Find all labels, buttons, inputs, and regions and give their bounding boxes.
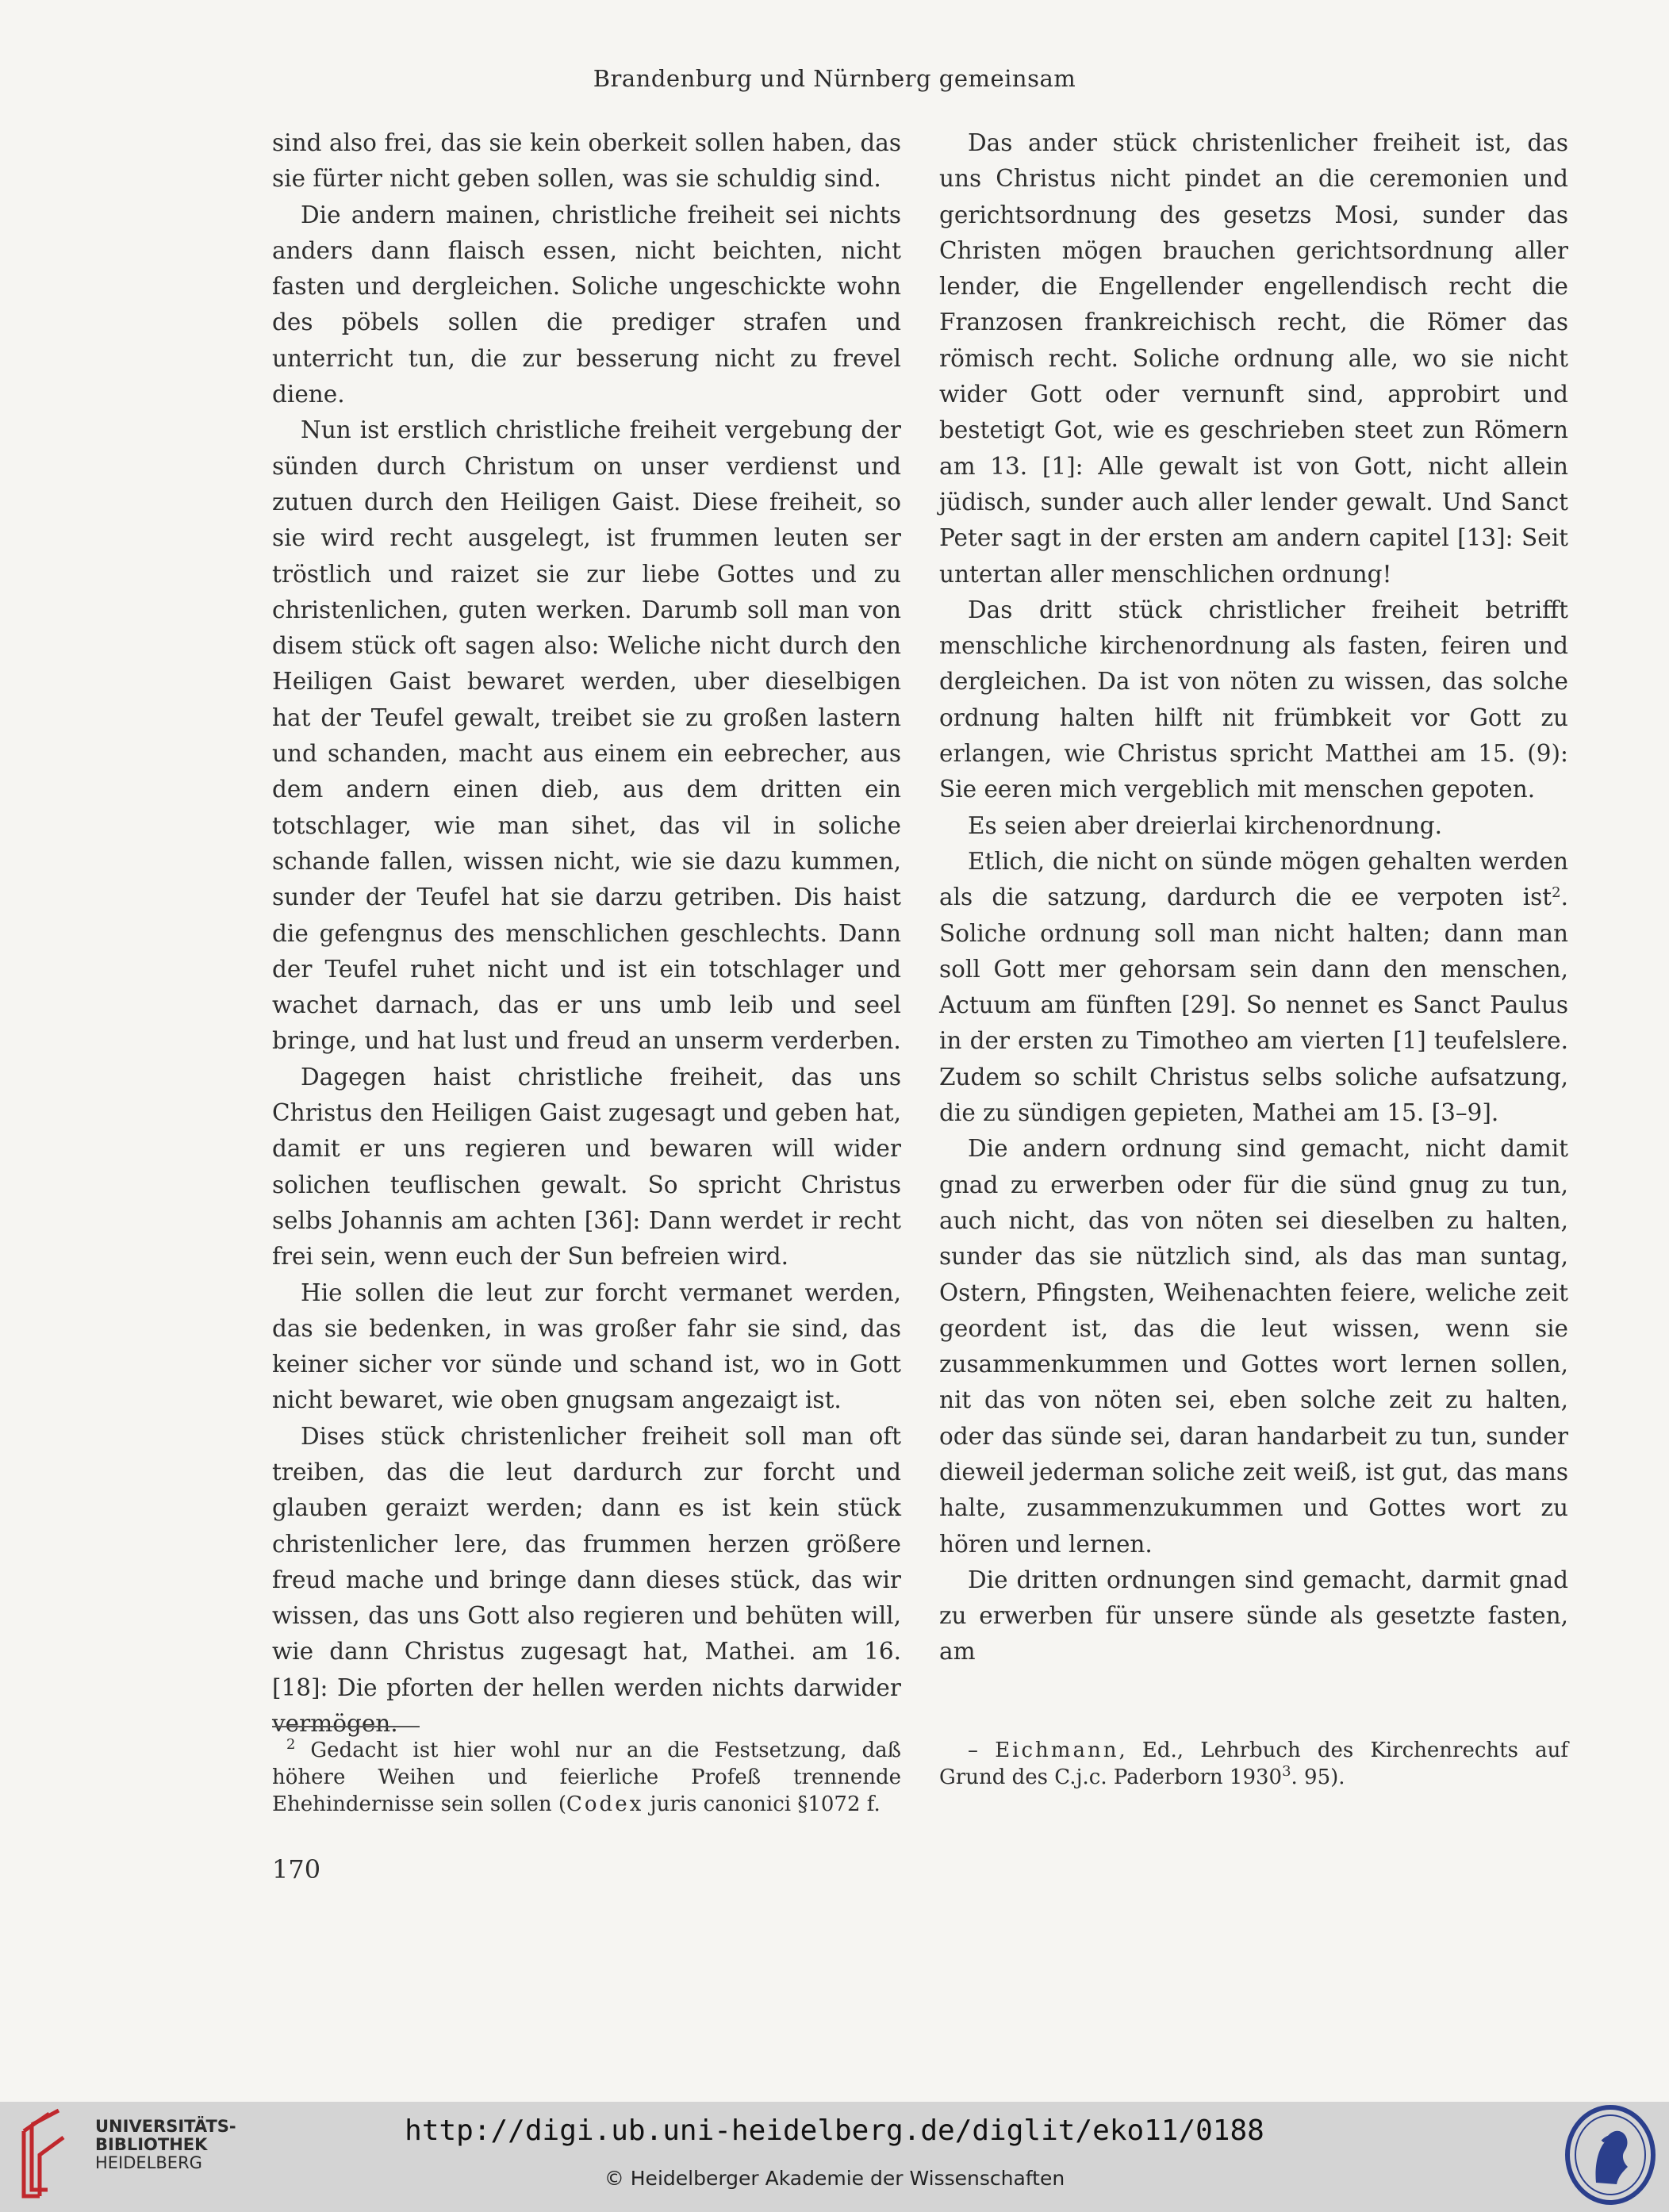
- paragraph: Es seien aber dreierlai kirchenordnung.: [968, 811, 1442, 839]
- paragraph: sind also frei, das sie kein oberkeit sollen haben, das sie fürter nicht geben sollen, was sie schuldig sind.: [272, 129, 901, 193]
- footnote-text: Gedacht ist hier wohl nur an die Festsetzung, daß höhere Weihen und feierliche Profeß trennende Ehehindernisse sein sollen (: [272, 1739, 901, 1816]
- footnote-edition: 3: [1282, 1763, 1291, 1780]
- paragraph: Dagegen haist christliche freiheit, das uns Christus den Heiligen Gaist zugesagt und geben hat, damit er uns regieren und bewaren will wider solichen teuflischen gewalt. So spricht Christus selbs Johannis am achten [36]: Dann werdet ir recht frei sein, wenn euch der Sun befreien wird.: [272, 1063, 901, 1271]
- text-run: . Soliche ordnung soll man nicht halten; dann man soll Gott mer gehorsam sein dann den menschen, Actuum am fünften [29]. So nennet es Sanct Paulus in der ersten zu Timotheo am vierten [1] teufelslere. Zudem so schilt Christus selbs soliche aufsatzung, die zu sündigen gepieten, Mathei am 15. [3–9].: [939, 884, 1568, 1127]
- left-column: [272, 125, 901, 1742]
- text-run: Etlich, die nicht on sünde mögen gehalten werden als die satzung, dardurch die ee verpoten ist: [939, 847, 1568, 911]
- paragraph: Die andern ordnung sind gemacht, nicht damit gnad zu erwerben oder für die sünd gnug zu tun, auch nicht, das von nöten sei dieselben zu halten, sunder das sie nützlich sind, als das man suntag, Ostern, Pfingsten, Weihenachten feiere, weliche zeit geordent ist, das die leut wissen, wenn sie zusammenkummen und Gottes wort lernen sollen, nit das von nöten sei, eben solche zeit zu halten, oder das sünde sei, daran handarbeit zu tun, sunder dieweil jederman soliche zeit weiß, ist gut, das mans halte, zusammenzukummen und Gottes wort zu hören und lernen.: [939, 1135, 1568, 1558]
- uni-line: HEIDELBERG: [95, 2153, 202, 2172]
- footnote-rule: [272, 1726, 420, 1727]
- footnote-codex: Codex: [566, 1792, 644, 1816]
- page-number: 170: [272, 1854, 321, 1884]
- running-title: Brandenburg und Nürnberg gemeinsam: [593, 65, 1076, 92]
- footnote-text: , Ed., Lehrbuch des Kirchenrechts auf Grund des C.j.c. Paderborn 1930: [939, 1739, 1569, 1789]
- footnote-left: [272, 1737, 901, 1818]
- uni-line: UNIVERSITÄTS-: [95, 2117, 236, 2136]
- footnote-dash: –: [968, 1739, 996, 1762]
- permalink-url[interactable]: http://digi.ub.uni-heidelberg.de/diglit/eko11/0188: [405, 2114, 1264, 2147]
- copyright-notice: © Heidelberger Akademie der Wissenschaften: [604, 2167, 1065, 2190]
- right-column: [939, 125, 1568, 1670]
- footnote-author: Eichmann: [995, 1739, 1119, 1762]
- footnote-right: [939, 1737, 1568, 1791]
- paragraph: Dises stück christenlicher freiheit soll man oft treiben, das die leut dardurch zur forcht und glauben geraizt werden; dann es ist kein stück christenlicher lere, das frummen herzen größere freud mache und bringe dann dieses stück, das wir wissen, das uns Gott also regieren und behüten will, wie dann Christus zugesagt hat, Mathei. am 16. [18]: Die pforten der hellen werden nichts darwider vermögen.: [272, 1422, 901, 1738]
- uni-line: BIBLIOTHEK: [95, 2135, 208, 2154]
- paragraph: [939, 844, 1568, 1131]
- paragraph: Die andern mainen, christliche freiheit sei nichts anders dann flaisch essen, nicht beichten, nicht fasten und dergleichen. Soliche ungeschickte wohn des pöbels sollen die prediger strafen und unterricht tun, die zur besserung nicht zu frevel diene.: [272, 201, 901, 408]
- paragraph: Das dritt stück christlicher freiheit betrifft menschliche kirchenordnung als fasten, feiren und dergleichen. Da ist von nöten zu wissen, das solche ordnung halten hilft nit frümbkeit vor Gott zu erlangen, wie Christus spricht Matthei am 15. (9): Sie eeren mich vergeblich mit menschen gepoten.: [939, 596, 1568, 803]
- paragraph: Die dritten ordnungen sind gemacht, darmit gnad zu erwerben für unsere sünde als gesetzte fasten, am: [939, 1566, 1568, 1666]
- footnote-text: . 95).: [1291, 1765, 1345, 1789]
- footnote-marker: 2: [286, 1736, 296, 1753]
- academy-seal-icon: [1563, 2103, 1658, 2206]
- paragraph: Hie sollen die leut zur forcht vermanet werden, das sie bedenken, in was großer fahr sie sind, das keiner sicher vor sünde und schand ist, wo in Gott nicht bewaret, wie oben gnugsam angezaigt ist.: [272, 1279, 901, 1414]
- footnote-reference: 2: [1552, 884, 1561, 902]
- paragraph: Das ander stück christenlicher freiheit ist, das uns Christus nicht pindet an die ceremonien und gerichtsordnung des gesetzs Mosi, sunder das Christen mögen brauchen gerichtsordnung aller lender, die Engellender engellendisch recht die Franzosen frankreichisch recht, die Römer das römisch recht. Soliche ordnung alle, wo sie nicht wider Gott oder vernunft sind, approbirt und bestetigt Got, wie es geschrieben steet zun Römern am 13. [1]: Alle gewalt ist von Gott, nicht allein jüdisch, sunder auch aller lender gewalt. Und Sanct Peter sagt in der ersten am andern capitel [13]: Seit untertan aller menschlichen ordnung!: [939, 129, 1568, 588]
- footnote-text: juris canonici §1072 f.: [643, 1792, 881, 1816]
- paragraph: Nun ist erstlich christliche freiheit vergebung der sünden durch Christum on unser verdienst und zutuen durch den Heiligen Gaist. Diese freiheit, so sie wird recht ausgelegt, ist frummen leuten ser tröstlich und raizet sie zur liebe Gottes und zu christenlichen, guten werken. Darumb soll man von disem stück oft sagen also: Weliche nicht durch den Heiligen Gaist bewaret werden, uber dieselbigen hat der Teufel gewalt, treibet sie zu großen lastern und schanden, macht aus einem ein eebrecher, aus dem andern einen dieb, aus dem dritten ein totschlager, wie man sihet, das vil in soliche schande fallen, wissen nicht, wie sie dazu kummen, sunder der Teufel hat sie darzu getriben. Dis haist die gefengnus des menschlichen geschlechts. Dann der Teufel ruhet nicht und ist ein totschlager und wachet darnach, das er uns umb leib und seel bringe, und hat lust und freud an unserm verderben.: [272, 416, 901, 1055]
